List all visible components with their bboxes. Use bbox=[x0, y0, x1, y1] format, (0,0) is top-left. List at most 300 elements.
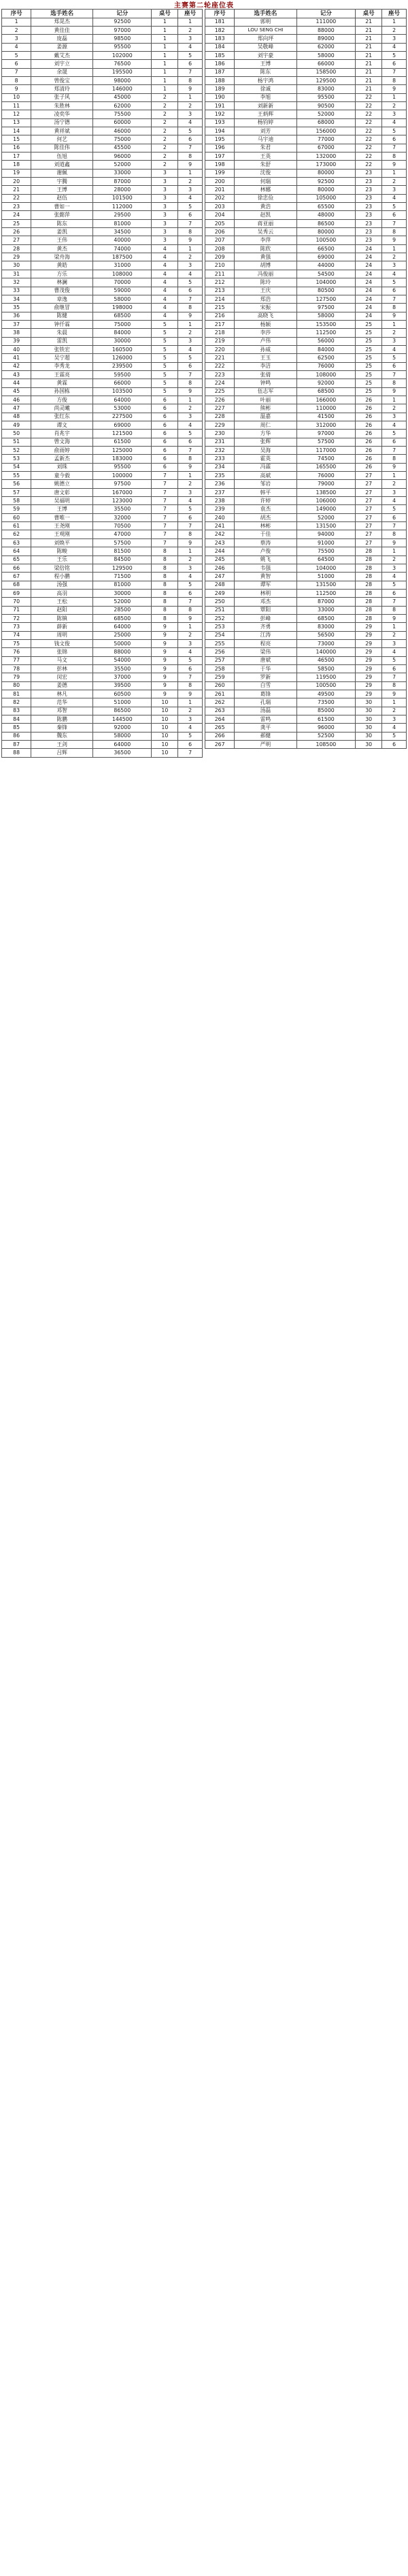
cell-player-name: 张懿萍 bbox=[31, 211, 93, 219]
table-row bbox=[2, 261, 203, 270]
cell-chips: 81500 bbox=[93, 547, 152, 556]
cell-rank: 260 bbox=[205, 681, 235, 690]
table-row bbox=[205, 387, 407, 396]
cell-chips: 96000 bbox=[296, 724, 356, 732]
cell-rank: 34 bbox=[2, 295, 31, 303]
cell-chips: 83000 bbox=[296, 623, 356, 631]
cell-rank: 2 bbox=[2, 26, 31, 34]
cell-seat-no: 9 bbox=[178, 312, 203, 320]
cell-seat-no: 3 bbox=[382, 261, 407, 270]
cell-chips: 81000 bbox=[93, 581, 152, 589]
cell-player-name: 吴敬峰 bbox=[235, 43, 296, 51]
cell-player-name: 曹茂俊 bbox=[31, 287, 93, 295]
table-row bbox=[205, 724, 407, 732]
table-row bbox=[205, 337, 407, 345]
cell-chips: 66000 bbox=[296, 60, 356, 68]
cell-seat-no: 8 bbox=[382, 681, 407, 690]
cell-chips: 41500 bbox=[296, 413, 356, 421]
cell-seat-no: 3 bbox=[178, 488, 203, 496]
table-row bbox=[205, 573, 407, 581]
cell-rank: 188 bbox=[205, 76, 235, 84]
cell-player-name: 方乐 bbox=[31, 270, 93, 278]
cell-rank: 74 bbox=[2, 631, 31, 639]
cell-chips: 64000 bbox=[93, 623, 152, 631]
cell-table-no: 29 bbox=[356, 690, 382, 698]
cell-rank: 183 bbox=[205, 35, 235, 43]
table-row bbox=[205, 60, 407, 68]
cell-rank: 181 bbox=[205, 18, 235, 26]
table-row bbox=[205, 110, 407, 118]
cell-chips: 69000 bbox=[93, 421, 152, 430]
table-row bbox=[2, 354, 203, 362]
cell-table-no: 26 bbox=[356, 463, 382, 471]
table-row bbox=[205, 664, 407, 673]
cell-player-name: 王博 bbox=[235, 60, 296, 68]
cell-rank: 256 bbox=[205, 648, 235, 656]
cell-chips: 64000 bbox=[93, 396, 152, 404]
cell-seat-no: 2 bbox=[178, 26, 203, 34]
cell-player-name: 李秀龙 bbox=[31, 362, 93, 370]
table-row bbox=[205, 211, 407, 219]
cell-seat-no: 1 bbox=[382, 320, 407, 328]
cell-seat-no: 9 bbox=[382, 463, 407, 471]
cell-player-name: 邓杰 bbox=[235, 598, 296, 606]
cell-rank: 16 bbox=[2, 144, 31, 152]
cell-seat-no: 1 bbox=[178, 320, 203, 328]
cell-rank: 39 bbox=[2, 337, 31, 345]
cell-chips: 48000 bbox=[296, 211, 356, 219]
cell-rank: 22 bbox=[2, 194, 31, 202]
cell-player-name: 何艺 bbox=[31, 135, 93, 144]
cell-table-no: 24 bbox=[356, 261, 382, 270]
cell-seat-no: 1 bbox=[178, 547, 203, 556]
table-row bbox=[205, 606, 407, 614]
table-row bbox=[2, 76, 203, 84]
cell-seat-no: 2 bbox=[382, 707, 407, 715]
cell-seat-no: 2 bbox=[382, 253, 407, 261]
cell-player-name: 余晟 bbox=[31, 68, 93, 76]
cell-player-name: 刘新新 bbox=[235, 101, 296, 110]
cell-player-name: 林彬 bbox=[235, 522, 296, 530]
cell-player-name: 刘焕平 bbox=[31, 538, 93, 547]
table-row bbox=[205, 236, 407, 244]
table-row bbox=[2, 413, 203, 421]
cell-table-no: 30 bbox=[356, 698, 382, 707]
cell-seat-no: 5 bbox=[178, 430, 203, 438]
cell-player-name: 龚平 bbox=[235, 724, 296, 732]
table-row bbox=[2, 564, 203, 572]
cell-seat-no: 8 bbox=[382, 530, 407, 538]
cell-seat-no: 6 bbox=[178, 287, 203, 295]
cell-player-name: 王尧刚 bbox=[31, 522, 93, 530]
cell-table-no: 30 bbox=[356, 724, 382, 732]
cell-table-no: 8 bbox=[152, 573, 178, 581]
cell-seat-no: 4 bbox=[178, 118, 203, 127]
cell-seat-no: 9 bbox=[178, 690, 203, 698]
table-row bbox=[2, 480, 203, 488]
cell-table-no: 29 bbox=[356, 648, 382, 656]
header-table-no: 桌号 bbox=[152, 10, 178, 18]
table-row bbox=[205, 329, 407, 337]
cell-seat-no: 5 bbox=[382, 656, 407, 664]
cell-rank: 73 bbox=[2, 623, 31, 631]
cell-chips: 80000 bbox=[296, 186, 356, 194]
cell-chips: 57500 bbox=[93, 538, 152, 547]
cell-rank: 200 bbox=[205, 178, 235, 186]
cell-table-no: 2 bbox=[152, 118, 178, 127]
cell-rank: 79 bbox=[2, 673, 31, 681]
cell-rank: 68 bbox=[2, 581, 31, 589]
cell-player-name: 郑清玲 bbox=[31, 85, 93, 93]
cell-chips: 100500 bbox=[296, 681, 356, 690]
cell-rank: 42 bbox=[2, 362, 31, 370]
table-row bbox=[205, 589, 407, 597]
cell-player-name: 梁舟海 bbox=[31, 253, 93, 261]
table-row bbox=[205, 295, 407, 303]
cell-player-name: 马文 bbox=[31, 656, 93, 664]
table-row bbox=[205, 463, 407, 471]
cell-player-name: 严明 bbox=[235, 741, 296, 749]
cell-chips: 187500 bbox=[93, 253, 152, 261]
cell-player-name: 葛锋 bbox=[235, 690, 296, 698]
cell-chips: 54000 bbox=[93, 656, 152, 664]
table-row bbox=[2, 68, 203, 76]
table-row bbox=[205, 93, 407, 101]
cell-seat-no: 6 bbox=[382, 513, 407, 521]
table-row bbox=[2, 370, 203, 379]
table-row bbox=[205, 178, 407, 186]
cell-rank: 206 bbox=[205, 228, 235, 236]
cell-player-name: 刘珠 bbox=[31, 463, 93, 471]
table-row bbox=[205, 631, 407, 639]
table-row bbox=[2, 101, 203, 110]
cell-rank: 18 bbox=[2, 161, 31, 169]
cell-player-name: 蔡涛 bbox=[235, 538, 296, 547]
cell-player-name: 郭明 bbox=[235, 18, 296, 26]
cell-rank: 40 bbox=[2, 345, 31, 353]
cell-player-name: 黄祥斌 bbox=[31, 127, 93, 135]
cell-seat-no: 4 bbox=[178, 43, 203, 51]
cell-chips: 110000 bbox=[296, 404, 356, 413]
cell-player-name: 姚飞 bbox=[235, 556, 296, 564]
cell-player-name: LOU SENG CHI bbox=[235, 26, 296, 34]
cell-player-name: 冯俊丽 bbox=[235, 270, 296, 278]
cell-rank: 213 bbox=[205, 287, 235, 295]
cell-chips: 97500 bbox=[93, 480, 152, 488]
cell-chips: 195500 bbox=[93, 68, 152, 76]
table-row bbox=[2, 430, 203, 438]
cell-rank: 41 bbox=[2, 354, 31, 362]
cell-table-no: 1 bbox=[152, 85, 178, 93]
cell-chips: 39500 bbox=[93, 681, 152, 690]
cell-table-no: 27 bbox=[356, 497, 382, 505]
cell-chips: 52500 bbox=[296, 732, 356, 740]
cell-rank: 218 bbox=[205, 329, 235, 337]
cell-rank: 47 bbox=[2, 404, 31, 413]
table-row bbox=[205, 421, 407, 430]
table-row bbox=[205, 345, 407, 353]
cell-chips: 173000 bbox=[296, 161, 356, 169]
cell-chips: 131500 bbox=[296, 581, 356, 589]
cell-seat-no: 6 bbox=[382, 362, 407, 370]
cell-seat-no: 2 bbox=[382, 101, 407, 110]
table-row bbox=[205, 547, 407, 556]
cell-rank: 9 bbox=[2, 85, 31, 93]
cell-chips: 153500 bbox=[296, 320, 356, 328]
cell-table-no: 23 bbox=[356, 169, 382, 177]
table-row bbox=[2, 681, 203, 690]
cell-chips: 66500 bbox=[296, 244, 356, 253]
cell-table-no: 1 bbox=[152, 60, 178, 68]
cell-player-name: 黄杰 bbox=[31, 244, 93, 253]
cell-player-name: 梁倍铭 bbox=[31, 564, 93, 572]
cell-table-no: 28 bbox=[356, 556, 382, 564]
cell-seat-no: 1 bbox=[382, 623, 407, 631]
cell-rank: 265 bbox=[205, 724, 235, 732]
cell-chips: 86500 bbox=[93, 707, 152, 715]
cell-rank: 219 bbox=[205, 337, 235, 345]
cell-table-no: 10 bbox=[152, 698, 178, 707]
cell-chips: 92000 bbox=[296, 379, 356, 387]
cell-player-name: 李莎 bbox=[235, 329, 296, 337]
table-row bbox=[205, 480, 407, 488]
cell-table-no: 27 bbox=[356, 472, 382, 480]
table-row bbox=[2, 345, 203, 353]
cell-chips: 62000 bbox=[296, 43, 356, 51]
seating-rows-left bbox=[2, 18, 203, 757]
cell-rank: 248 bbox=[205, 581, 235, 589]
cell-chips: 60500 bbox=[93, 690, 152, 698]
table-row bbox=[2, 60, 203, 68]
cell-table-no: 25 bbox=[356, 370, 382, 379]
cell-player-name: 韦强 bbox=[235, 564, 296, 572]
cell-seat-no: 2 bbox=[382, 329, 407, 337]
cell-seat-no: 9 bbox=[382, 614, 407, 622]
cell-rank: 5 bbox=[2, 51, 31, 59]
table-row bbox=[205, 505, 407, 513]
cell-chips: 100000 bbox=[93, 472, 152, 480]
cell-chips: 91000 bbox=[296, 538, 356, 547]
cell-table-no: 27 bbox=[356, 538, 382, 547]
cell-player-name: 闵宏 bbox=[31, 673, 93, 681]
cell-seat-no: 6 bbox=[382, 60, 407, 68]
cell-chips: 47000 bbox=[93, 530, 152, 538]
cell-player-name: 徐忠俭 bbox=[235, 194, 296, 202]
cell-seat-no: 1 bbox=[178, 623, 203, 631]
cell-player-name: 唐文彰 bbox=[31, 488, 93, 496]
cell-player-name: 王玉 bbox=[235, 354, 296, 362]
cell-seat-no: 4 bbox=[178, 194, 203, 202]
cell-player-name: 陈东 bbox=[235, 68, 296, 76]
cell-player-name: 邓智 bbox=[31, 707, 93, 715]
cell-player-name: 宇腾 bbox=[31, 178, 93, 186]
cell-chips: 92500 bbox=[93, 18, 152, 26]
table-row bbox=[2, 749, 203, 757]
cell-player-name: 汤磊 bbox=[235, 707, 296, 715]
cell-player-name: 郑浩 bbox=[235, 295, 296, 303]
cell-chips: 73500 bbox=[296, 698, 356, 707]
cell-seat-no: 8 bbox=[382, 455, 407, 463]
cell-chips: 144500 bbox=[93, 715, 152, 724]
cell-chips: 76500 bbox=[93, 60, 152, 68]
cell-seat-no: 4 bbox=[382, 648, 407, 656]
cell-seat-no: 2 bbox=[382, 26, 407, 34]
cell-rank: 81 bbox=[2, 690, 31, 698]
cell-player-name: 王伟 bbox=[31, 236, 93, 244]
cell-table-no: 23 bbox=[356, 186, 382, 194]
table-row bbox=[205, 270, 407, 278]
cell-chips: 68500 bbox=[296, 387, 356, 396]
cell-table-no: 27 bbox=[356, 480, 382, 488]
cell-player-name: 杨钧婷 bbox=[235, 118, 296, 127]
cell-seat-no: 6 bbox=[178, 211, 203, 219]
table-row bbox=[2, 219, 203, 227]
cell-rank: 20 bbox=[2, 178, 31, 186]
cell-seat-no: 1 bbox=[382, 472, 407, 480]
cell-chips: 108000 bbox=[296, 370, 356, 379]
cell-rank: 3 bbox=[2, 35, 31, 43]
table-row bbox=[2, 614, 203, 622]
table-row bbox=[205, 135, 407, 144]
cell-chips: 98000 bbox=[93, 76, 152, 84]
cell-table-no: 23 bbox=[356, 203, 382, 211]
cell-seat-no: 3 bbox=[178, 337, 203, 345]
table-row bbox=[2, 304, 203, 312]
cell-seat-no: 6 bbox=[178, 362, 203, 370]
cell-rank: 190 bbox=[205, 93, 235, 101]
cell-player-name: 于华 bbox=[235, 664, 296, 673]
cell-rank: 230 bbox=[205, 430, 235, 438]
cell-chips: 126000 bbox=[93, 354, 152, 362]
cell-seat-no: 5 bbox=[382, 278, 407, 287]
cell-seat-no: 7 bbox=[178, 68, 203, 76]
cell-seat-no: 1 bbox=[382, 169, 407, 177]
cell-chips: 87000 bbox=[93, 178, 152, 186]
table-row bbox=[2, 673, 203, 681]
table-row bbox=[2, 639, 203, 647]
cell-chips: 52000 bbox=[93, 161, 152, 169]
cell-table-no: 26 bbox=[356, 404, 382, 413]
cell-player-name: 雷鸣 bbox=[235, 715, 296, 724]
cell-table-no: 27 bbox=[356, 488, 382, 496]
cell-chips: 75000 bbox=[93, 135, 152, 144]
cell-chips: 33000 bbox=[93, 169, 152, 177]
cell-seat-no: 2 bbox=[382, 480, 407, 488]
cell-chips: 30000 bbox=[93, 589, 152, 597]
table-row bbox=[2, 43, 203, 51]
table-row bbox=[205, 690, 407, 698]
table-row bbox=[205, 698, 407, 707]
cell-table-no: 1 bbox=[152, 18, 178, 26]
cell-player-name: 高羽 bbox=[31, 589, 93, 597]
cell-player-name: 吴宁超 bbox=[31, 354, 93, 362]
cell-table-no: 25 bbox=[356, 345, 382, 353]
cell-chips: 74500 bbox=[296, 455, 356, 463]
cell-table-no: 21 bbox=[356, 18, 382, 26]
cell-player-name: 赵凯 bbox=[235, 211, 296, 219]
cell-rank: 60 bbox=[2, 513, 31, 521]
cell-rank: 258 bbox=[205, 664, 235, 673]
cell-rank: 30 bbox=[2, 261, 31, 270]
table-row bbox=[2, 211, 203, 219]
cell-player-name: 沈俊 bbox=[235, 169, 296, 177]
cell-chips: 96000 bbox=[93, 152, 152, 161]
cell-seat-no: 6 bbox=[382, 211, 407, 219]
table-row bbox=[2, 320, 203, 328]
cell-chips: 33000 bbox=[296, 606, 356, 614]
cell-chips: 84000 bbox=[296, 345, 356, 353]
cell-player-name: 凌奕华 bbox=[31, 110, 93, 118]
table-row bbox=[2, 707, 203, 715]
cell-seat-no: 7 bbox=[178, 219, 203, 227]
cell-rank: 45 bbox=[2, 387, 31, 396]
cell-seat-no: 9 bbox=[382, 387, 407, 396]
cell-seat-no: 6 bbox=[178, 438, 203, 446]
cell-rank: 194 bbox=[205, 127, 235, 135]
cell-table-no: 26 bbox=[356, 438, 382, 446]
cell-rank: 21 bbox=[2, 186, 31, 194]
cell-player-name: 杨颖 bbox=[235, 320, 296, 328]
cell-chips: 35500 bbox=[93, 505, 152, 513]
table-row bbox=[2, 278, 203, 287]
cell-player-name: 林澜 bbox=[31, 278, 93, 287]
cell-player-name: 薛新 bbox=[31, 623, 93, 631]
cell-table-no: 9 bbox=[152, 623, 178, 631]
cell-player-name: 郑向坪 bbox=[235, 35, 296, 43]
table-row bbox=[2, 606, 203, 614]
cell-player-name: 林凡 bbox=[31, 690, 93, 698]
cell-player-name: 林明 bbox=[235, 589, 296, 597]
cell-table-no: 21 bbox=[356, 85, 382, 93]
cell-seat-no: 5 bbox=[178, 354, 203, 362]
cell-table-no: 3 bbox=[152, 228, 178, 236]
cell-player-name: 刘道鑫 bbox=[31, 161, 93, 169]
cell-chips: 146000 bbox=[93, 85, 152, 93]
cell-chips: 61500 bbox=[296, 715, 356, 724]
cell-chips: 88000 bbox=[296, 26, 356, 34]
cell-chips: 30000 bbox=[93, 337, 152, 345]
cell-player-name: 肖兆宇 bbox=[31, 430, 93, 438]
table-row bbox=[2, 127, 203, 135]
cell-chips: 52000 bbox=[296, 110, 356, 118]
cell-seat-no: 6 bbox=[178, 513, 203, 521]
cell-rank: 236 bbox=[205, 480, 235, 488]
cell-rank: 57 bbox=[2, 488, 31, 496]
cell-rank: 29 bbox=[2, 253, 31, 261]
cell-player-name: 李旭 bbox=[235, 93, 296, 101]
cell-table-no: 26 bbox=[356, 413, 382, 421]
cell-table-no: 25 bbox=[356, 379, 382, 387]
table-row bbox=[205, 623, 407, 631]
table-row bbox=[2, 690, 203, 698]
cell-table-no: 22 bbox=[356, 135, 382, 144]
cell-table-no: 29 bbox=[356, 631, 382, 639]
cell-chips: 105000 bbox=[296, 194, 356, 202]
cell-chips: 227500 bbox=[93, 413, 152, 421]
cell-player-name: 陈欣 bbox=[235, 244, 296, 253]
table-row bbox=[205, 26, 407, 34]
cell-player-name: 谭文 bbox=[31, 421, 93, 430]
cell-seat-no: 2 bbox=[178, 404, 203, 413]
cell-chips: 66000 bbox=[93, 379, 152, 387]
table-row bbox=[2, 51, 203, 59]
cell-player-name: 覃阳 bbox=[235, 606, 296, 614]
cell-chips: 101500 bbox=[93, 194, 152, 202]
cell-table-no: 3 bbox=[152, 169, 178, 177]
cell-chips: 123000 bbox=[93, 497, 152, 505]
table-row bbox=[205, 530, 407, 538]
table-row bbox=[205, 203, 407, 211]
